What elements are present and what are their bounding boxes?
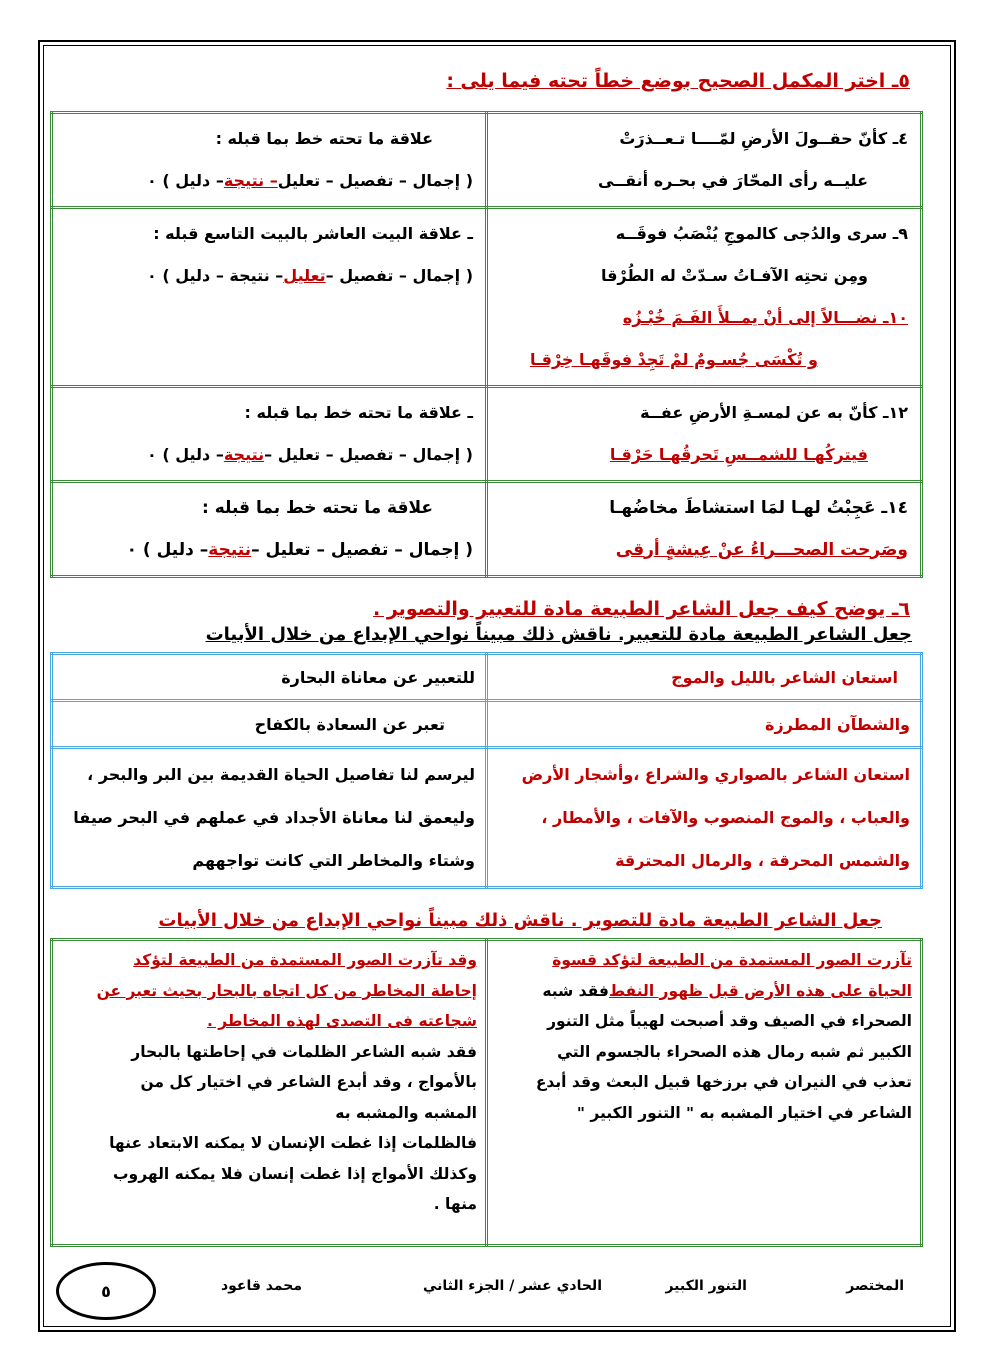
- options-line: [65, 255, 473, 297]
- options-post: – نتيجة – دليل ) ٠: [147, 266, 284, 286]
- q5-question-cell: [52, 113, 487, 208]
- question-text: ـ علاقة ما تحته خط بما قبله :: [244, 403, 473, 423]
- imagery-line: فقد شبه الشاعر الظلمات في إحاطتها بالبحار: [131, 1042, 477, 1061]
- q5-verse-cell: [487, 208, 922, 387]
- options-post: – دليل ) ٠: [126, 539, 209, 560]
- q5-row-2: [52, 208, 922, 387]
- correct-option: نتيجة: [208, 539, 252, 560]
- q6-left-cell: [52, 701, 487, 748]
- q5-question-cell: [52, 387, 487, 482]
- question-text: علاقة ما تحته خط بما قبله :: [201, 497, 433, 518]
- question-text: ـ علاقة البيت العاشر بالبيت التاسع قبله :: [153, 224, 473, 244]
- q6-right-cell: [487, 654, 922, 701]
- q5-table: [50, 111, 923, 578]
- page-number: ٥: [56, 1262, 156, 1320]
- imagery-red-inline: الحياة على هذه الأرض قبل ظهور النفط: [608, 981, 912, 1000]
- q5-verse-cell: [487, 387, 922, 482]
- imagery-line: شجاعته فى التصدى لهذه المخاطر .: [206, 1012, 477, 1031]
- q6-table: [50, 652, 923, 889]
- q6-subtitle-2: جعل الشاعر الطبيعة مادة للتصوير . ناقش ذلك مبيناً نواحي الإبداع من خلال الأبيات: [158, 910, 882, 931]
- q6-text-line: وليعمق لنا معاناة الأجداد في عملهم في البحر صيفا: [73, 808, 475, 827]
- options-pre: ( إجمال – تفصيل –: [325, 266, 473, 286]
- imagery-line: فالظلمات إذا غطت الإنسان لا يمكنه الابتعاد عنها: [109, 1134, 477, 1153]
- verse-line: ١٠ـ نضـــالاً إلى أنْ يمــلأَ الفَـمَ خُبْـزُه: [622, 308, 908, 328]
- q6-right-cell: [487, 701, 922, 748]
- q6-text-line: وشتاء والمخاطر التي كانت تواجههم: [192, 851, 475, 870]
- q6-left-cell: [52, 748, 487, 888]
- verse-line: عليــه رأى المحّارَ في بحـره أنقــى: [597, 171, 868, 191]
- question-text: علاقة ما تحته خط بما قبله :: [215, 129, 433, 149]
- imagery-line: منها .: [433, 1195, 477, 1214]
- verse-line: فيتركُهـا للشمــسِ تَحرقُهـا حَرْقـا: [609, 445, 868, 465]
- q6-text-line: للتعبير عن معاناة البحارة: [281, 667, 475, 687]
- q6-imagery-table: [50, 938, 923, 1247]
- q6-title: ٦ـ يوضح كيف جعل الشاعر الطبيعة مادة للتعبير والتصوير .: [373, 598, 910, 620]
- options-pre: ( إجمال – تفصيل – تعليل: [277, 171, 473, 191]
- imagery-inline-rest: فقد شبه: [542, 981, 609, 1000]
- footer-book: التنور الكبير: [665, 1278, 747, 1294]
- imagery-line: الصحراء في الصيف وقد أصبحت لهيباً مثل التنور: [547, 1012, 912, 1031]
- q6-text-line: والعباب ، والموج المنصوب والآفات ، والأمطار ،: [541, 808, 910, 827]
- q6-text-line: ليرسم لنا تفاصيل الحياة القديمة بين البر والبحر ،: [87, 765, 475, 784]
- q6-imagery-left: [52, 940, 487, 1246]
- q5-title: ٥ـ اختر المكمل الصحيح بوضع خطاً تحته فيما يلى :: [446, 70, 910, 92]
- q5-verse-cell: [487, 482, 922, 577]
- q6-row-1: [52, 654, 922, 701]
- verse-line: ١٤ـ عَجِبْتُ لهـا لمَا استشاطَ مخاضُهـا: [609, 497, 908, 518]
- q6-right-cell: [487, 748, 922, 888]
- imagery-line: الشاعر في اختيار المشبه به " التنور الكبير ": [576, 1103, 912, 1122]
- options-line: [65, 529, 473, 571]
- options-line: [65, 160, 473, 202]
- verse-line: ومِن تحتِه الآفـاتُ سـدّتْ له الطُرْقا: [600, 266, 868, 286]
- q6-text-line: والشطآن المطرزة: [765, 714, 910, 734]
- q6-subtitle: جعل الشاعر الطبيعة مادة للتعبير. ناقش ذلك مبيناً نواحي الإبداع من خلال الأبيات: [205, 624, 912, 645]
- imagery-line: تآزرت الصور المستمدة من الطبيعة لتؤكد قسوة: [552, 951, 912, 970]
- options-post: – دليل ) ٠: [147, 445, 224, 465]
- imagery-line: [496, 976, 912, 1007]
- options-post: – دليل ) ٠: [147, 171, 224, 191]
- correct-option: تعليل: [283, 266, 326, 286]
- q6-row-2: [52, 701, 922, 748]
- q6-text-line: تعبر عن السعادة بالكفاح: [254, 714, 445, 734]
- options-line: [65, 434, 473, 476]
- q5-row-3: [52, 387, 922, 482]
- imagery-line: المشبه والمشبه به: [335, 1103, 477, 1122]
- imagery-line: وكذلك الأمواج إذا غطت إنسان فلا يمكنه الهروب: [112, 1164, 477, 1183]
- q5-row-4: [52, 482, 922, 577]
- verse-line: ٤ـ كأنّ حقــولَ الأرضِ لمّــــا تـعــذرَتْ: [619, 129, 908, 149]
- q5-verse-cell: [487, 113, 922, 208]
- q6-text-line: استعان الشاعر بالليل والموج: [671, 667, 898, 687]
- imagery-line: تعذب في النيران في برزخها قبيل البعث وقد أبدع: [535, 1073, 912, 1092]
- verse-line: ٩ـ سرى والدُجى كالموجِ يُنْصَبُ فوقَــه: [615, 224, 908, 244]
- imagery-line: إحاطة المخاطر من كل اتجاه بالبحار بحيث تعبر عن: [96, 981, 477, 1000]
- verse-line: ١٢ـ كأنّ به عن لمسـةِ الأرضِ عفــة: [640, 403, 908, 423]
- q6-text-line: والشمس المحرقة ، والرمال المحترقة: [615, 851, 910, 870]
- q5-row-1: [52, 113, 922, 208]
- imagery-line: بالأمواج ، وقد أبدع الشاعر في اختيار كل من: [140, 1073, 477, 1092]
- correct-option: نتيجة: [223, 445, 265, 465]
- correct-option: – نتيجة: [223, 171, 278, 191]
- q6-left-cell: [52, 654, 487, 701]
- q6-imagery-right: [487, 940, 922, 1246]
- q6-row-3: [52, 748, 922, 888]
- verse-line: و تُكْسَى جُسـومٌ لمْ تَجِدْ فوقَهـا خِرْقـا: [530, 350, 818, 370]
- imagery-line: الكبير ثم شبه رمال هذه الصحراء بالجسوم التي: [557, 1042, 912, 1061]
- q6-text-line: استعان الشاعر بالصواري والشراع ،وأشجار الأرض: [521, 765, 910, 784]
- verse-line: وصَرحت الصحـــراءُ عنْ عِيشةٍ أرقى: [615, 539, 908, 560]
- q5-question-cell: [52, 208, 487, 387]
- footer-brand: المختصر: [846, 1278, 904, 1294]
- q6-imagery-row: [52, 940, 922, 1246]
- footer-author: محمد قاعود: [220, 1278, 302, 1294]
- q5-question-cell: [52, 482, 487, 577]
- imagery-line: وقد تآزرت الصور المستمدة من الطبيعة لتؤكد: [133, 951, 477, 970]
- options-pre: ( إجمال – تفصيل – تعليل –: [251, 539, 473, 560]
- options-pre: ( إجمال – تفصيل – تعليل –: [264, 445, 473, 465]
- footer-grade: الحادي عشر / الجزء الثاني: [422, 1278, 602, 1294]
